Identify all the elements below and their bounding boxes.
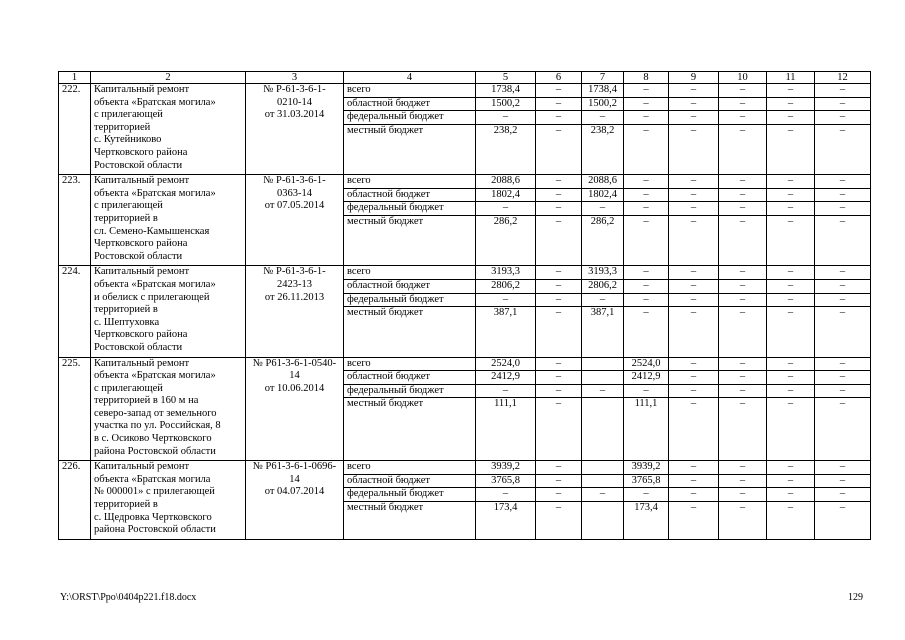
- value-cell-6: –: [536, 188, 582, 202]
- value-cell-7: [582, 461, 624, 475]
- value-cell-6: –: [536, 461, 582, 475]
- value-cell-11: –: [767, 97, 815, 111]
- value-cell-8: 2412,9: [624, 371, 669, 385]
- value-cell-7: 387,1: [582, 307, 624, 357]
- object-name-line: Капитальный ремонт: [94, 357, 190, 369]
- value-cell-10: –: [719, 97, 767, 111]
- object-name-line: северо-запад от земельного: [94, 407, 217, 419]
- budget-table: [58, 71, 871, 540]
- col-header: 7: [582, 72, 624, 84]
- col-header: 2: [91, 72, 246, 84]
- object-name-line: территорией в: [94, 304, 158, 316]
- funding-source: областной бюджет: [344, 371, 476, 385]
- value-cell-8: –: [624, 266, 669, 280]
- value-cell-10: –: [719, 266, 767, 280]
- funding-source: областной бюджет: [344, 97, 476, 111]
- value-cell-8: –: [624, 111, 669, 125]
- object-name-line: объекта «Братская могила»: [94, 370, 216, 382]
- value-cell-10: –: [719, 124, 767, 174]
- value-cell-8: –: [624, 97, 669, 111]
- value-cell-10: –: [719, 307, 767, 357]
- record-number: 223.: [59, 175, 91, 266]
- object-name-line: в с. Осиково Чертковского: [94, 433, 212, 445]
- document-ref: [246, 461, 344, 540]
- funding-source: областной бюджет: [344, 188, 476, 202]
- col-header: 8: [624, 72, 669, 84]
- value-cell-5: –: [476, 202, 536, 216]
- value-cell-12: –: [815, 357, 871, 371]
- col-header: 6: [536, 72, 582, 84]
- value-cell-9: –: [669, 175, 719, 189]
- value-cell-7: 1802,4: [582, 188, 624, 202]
- object-name-line: Капитальный ремонт: [94, 461, 190, 473]
- value-cell-12: –: [815, 279, 871, 293]
- col-header: 1: [59, 72, 91, 84]
- object-name-line: с. Кутейниково: [94, 134, 162, 146]
- object-name: [91, 266, 246, 357]
- col-header: 3: [246, 72, 344, 84]
- value-cell-7: 1738,4: [582, 84, 624, 98]
- funding-source: областной бюджет: [344, 279, 476, 293]
- value-cell-12: –: [815, 202, 871, 216]
- value-cell-9: –: [669, 215, 719, 265]
- value-cell-5: 2088,6: [476, 175, 536, 189]
- value-cell-6: –: [536, 202, 582, 216]
- value-cell-12: –: [815, 461, 871, 475]
- value-cell-5: 1738,4: [476, 84, 536, 98]
- value-cell-7: 1500,2: [582, 97, 624, 111]
- value-cell-5: –: [476, 384, 536, 398]
- value-cell-6: –: [536, 266, 582, 280]
- funding-source: областной бюджет: [344, 474, 476, 488]
- value-cell-12: –: [815, 188, 871, 202]
- funding-source: местный бюджет: [344, 398, 476, 461]
- value-cell-8: 3765,8: [624, 474, 669, 488]
- funding-source: всего: [344, 357, 476, 371]
- value-cell-10: –: [719, 279, 767, 293]
- value-cell-11: –: [767, 488, 815, 502]
- value-cell-6: –: [536, 488, 582, 502]
- value-cell-9: –: [669, 461, 719, 475]
- value-cell-11: –: [767, 175, 815, 189]
- value-cell-11: –: [767, 111, 815, 125]
- object-name-line: Чертковского района: [94, 146, 188, 158]
- value-cell-8: –: [624, 175, 669, 189]
- object-name: [91, 461, 246, 540]
- value-cell-5: 1500,2: [476, 97, 536, 111]
- value-cell-6: –: [536, 502, 582, 540]
- value-cell-11: –: [767, 202, 815, 216]
- value-cell-8: 173,4: [624, 502, 669, 540]
- value-cell-9: –: [669, 384, 719, 398]
- value-cell-12: –: [815, 371, 871, 385]
- value-cell-11: –: [767, 398, 815, 461]
- value-cell-12: –: [815, 502, 871, 540]
- object-name-line: Капитальный ремонт: [94, 266, 190, 278]
- value-cell-7: 286,2: [582, 215, 624, 265]
- object-name-line: с. Шептуховка: [94, 316, 160, 328]
- object-name-line: и обелиск с прилегающей: [94, 291, 210, 303]
- funding-source: местный бюджет: [344, 307, 476, 357]
- value-cell-11: –: [767, 188, 815, 202]
- value-cell-6: –: [536, 124, 582, 174]
- col-header: 4: [344, 72, 476, 84]
- object-name-line: района Ростовской области: [94, 445, 216, 457]
- document-ref-line: от 10.06.2014: [264, 382, 325, 394]
- value-cell-6: –: [536, 215, 582, 265]
- value-cell-12: –: [815, 293, 871, 307]
- object-name-line: Чертковского района: [94, 238, 188, 250]
- value-cell-8: –: [624, 84, 669, 98]
- document-ref: [246, 357, 344, 461]
- value-cell-6: –: [536, 84, 582, 98]
- value-cell-6: –: [536, 175, 582, 189]
- object-name-line: объекта «Братская могила: [94, 473, 211, 485]
- value-cell-11: –: [767, 279, 815, 293]
- value-cell-6: –: [536, 398, 582, 461]
- value-cell-10: –: [719, 461, 767, 475]
- document-ref-line: № Р-61-3-6-1-: [263, 175, 326, 187]
- object-name-line: Ростовской области: [94, 250, 183, 262]
- funding-source: федеральный бюджет: [344, 111, 476, 125]
- table-row: [59, 357, 871, 371]
- value-cell-5: 111,1: [476, 398, 536, 461]
- value-cell-10: –: [719, 474, 767, 488]
- value-cell-5: 238,2: [476, 124, 536, 174]
- object-name-line: с прилегающей: [94, 382, 163, 394]
- value-cell-10: –: [719, 188, 767, 202]
- value-cell-12: –: [815, 398, 871, 461]
- value-cell-7: –: [582, 111, 624, 125]
- value-cell-11: –: [767, 371, 815, 385]
- col-header: 12: [815, 72, 871, 84]
- object-name-line: района Ростовской области: [94, 524, 216, 536]
- col-header: 9: [669, 72, 719, 84]
- funding-source: местный бюджет: [344, 215, 476, 265]
- document-ref: [246, 175, 344, 266]
- record-number: 226.: [59, 461, 91, 540]
- value-cell-11: –: [767, 461, 815, 475]
- value-cell-9: –: [669, 474, 719, 488]
- object-name-line: территорией в: [94, 212, 158, 224]
- value-cell-8: –: [624, 488, 669, 502]
- funding-source: всего: [344, 175, 476, 189]
- value-cell-9: –: [669, 84, 719, 98]
- object-name-line: объекта «Братская могила»: [94, 187, 216, 199]
- value-cell-11: –: [767, 357, 815, 371]
- value-cell-6: –: [536, 293, 582, 307]
- object-name-line: Капитальный ремонт: [94, 84, 190, 95]
- funding-source: федеральный бюджет: [344, 293, 476, 307]
- value-cell-9: –: [669, 293, 719, 307]
- funding-source: всего: [344, 266, 476, 280]
- value-cell-8: –: [624, 202, 669, 216]
- value-cell-6: –: [536, 97, 582, 111]
- document-ref: [246, 84, 344, 175]
- value-cell-10: –: [719, 384, 767, 398]
- col-header: 10: [719, 72, 767, 84]
- page-number: 129: [848, 592, 863, 603]
- value-cell-8: 3939,2: [624, 461, 669, 475]
- col-header: 11: [767, 72, 815, 84]
- value-cell-7: –: [582, 202, 624, 216]
- value-cell-8: –: [624, 384, 669, 398]
- document-ref-line: 0363-14: [277, 187, 312, 199]
- table-row: [59, 175, 871, 189]
- object-name-line: территорией в 160 м на: [94, 395, 199, 407]
- object-name: [91, 357, 246, 461]
- value-cell-8: –: [624, 124, 669, 174]
- object-name-line: Ростовской области: [94, 341, 183, 353]
- record-number: 225.: [59, 357, 91, 461]
- value-cell-8: –: [624, 293, 669, 307]
- value-cell-6: –: [536, 371, 582, 385]
- value-cell-6: –: [536, 279, 582, 293]
- value-cell-10: –: [719, 502, 767, 540]
- value-cell-12: –: [815, 215, 871, 265]
- object-name-line: с прилегающей: [94, 109, 163, 121]
- value-cell-9: –: [669, 502, 719, 540]
- funding-source: всего: [344, 461, 476, 475]
- table-row: [59, 84, 871, 98]
- value-cell-9: –: [669, 488, 719, 502]
- document-ref-line: от 07.05.2014: [264, 200, 325, 212]
- value-cell-9: –: [669, 307, 719, 357]
- value-cell-7: –: [582, 384, 624, 398]
- value-cell-11: –: [767, 474, 815, 488]
- value-cell-10: –: [719, 175, 767, 189]
- value-cell-7: 3193,3: [582, 266, 624, 280]
- value-cell-12: –: [815, 488, 871, 502]
- document-ref-line: 0210-14: [277, 96, 312, 108]
- funding-source: федеральный бюджет: [344, 488, 476, 502]
- value-cell-11: –: [767, 215, 815, 265]
- funding-source: федеральный бюджет: [344, 202, 476, 216]
- value-cell-9: –: [669, 279, 719, 293]
- value-cell-7: 2088,6: [582, 175, 624, 189]
- record-number: 222.: [59, 84, 91, 175]
- value-cell-12: –: [815, 124, 871, 174]
- funding-source: федеральный бюджет: [344, 384, 476, 398]
- value-cell-5: –: [476, 293, 536, 307]
- value-cell-5: 2412,9: [476, 371, 536, 385]
- value-cell-7: –: [582, 293, 624, 307]
- object-name-line: с прилегающей: [94, 200, 163, 212]
- value-cell-11: –: [767, 293, 815, 307]
- document-ref-line: от 26.11.2013: [264, 291, 325, 303]
- value-cell-11: –: [767, 502, 815, 540]
- document-ref-line: от 04.07.2014: [264, 486, 325, 498]
- object-name-line: сл. Семено-Камышенская: [94, 225, 210, 237]
- value-cell-10: –: [719, 398, 767, 461]
- value-cell-12: –: [815, 474, 871, 488]
- value-cell-9: –: [669, 371, 719, 385]
- value-cell-9: –: [669, 357, 719, 371]
- object-name-line: с. Щедровка Чертковского: [94, 511, 212, 523]
- value-cell-5: –: [476, 111, 536, 125]
- value-cell-10: –: [719, 215, 767, 265]
- value-cell-11: –: [767, 84, 815, 98]
- value-cell-8: –: [624, 279, 669, 293]
- value-cell-5: 2806,2: [476, 279, 536, 293]
- value-cell-10: –: [719, 84, 767, 98]
- object-name-line: Чертковского района: [94, 329, 188, 341]
- value-cell-8: –: [624, 307, 669, 357]
- value-cell-7: [582, 398, 624, 461]
- funding-source: всего: [344, 84, 476, 98]
- value-cell-11: –: [767, 266, 815, 280]
- value-cell-7: [582, 474, 624, 488]
- value-cell-8: –: [624, 188, 669, 202]
- record-number: 224.: [59, 266, 91, 357]
- value-cell-5: 3193,3: [476, 266, 536, 280]
- value-cell-8: –: [624, 215, 669, 265]
- value-cell-6: –: [536, 357, 582, 371]
- value-cell-10: –: [719, 111, 767, 125]
- value-cell-6: –: [536, 474, 582, 488]
- value-cell-9: –: [669, 188, 719, 202]
- table-row: [59, 461, 871, 475]
- header-row: [59, 72, 871, 84]
- file-path: Y:\ORST\Ppo\0404p221.f18.docx: [60, 592, 197, 603]
- value-cell-9: –: [669, 266, 719, 280]
- funding-source: местный бюджет: [344, 502, 476, 540]
- value-cell-7: [582, 502, 624, 540]
- value-cell-7: 2806,2: [582, 279, 624, 293]
- value-cell-10: –: [719, 357, 767, 371]
- value-cell-12: –: [815, 111, 871, 125]
- object-name-line: Капитальный ремонт: [94, 175, 190, 187]
- document-ref-line: 14: [289, 473, 300, 485]
- object-name-line: участка по ул. Российская, 8: [94, 420, 221, 432]
- value-cell-5: 387,1: [476, 307, 536, 357]
- value-cell-6: –: [536, 111, 582, 125]
- value-cell-10: –: [719, 488, 767, 502]
- value-cell-10: –: [719, 371, 767, 385]
- value-cell-6: –: [536, 307, 582, 357]
- document-ref-line: № Р61-3-6-1-0696-: [252, 461, 337, 473]
- funding-source: местный бюджет: [344, 124, 476, 174]
- document-ref-line: № Р61-3-6-1-0540-: [252, 357, 337, 369]
- value-cell-7: [582, 371, 624, 385]
- value-cell-12: –: [815, 97, 871, 111]
- document-ref-line: от 31.03.2014: [264, 109, 325, 121]
- value-cell-8: 2524,0: [624, 357, 669, 371]
- value-cell-6: –: [536, 384, 582, 398]
- value-cell-12: –: [815, 175, 871, 189]
- value-cell-9: –: [669, 124, 719, 174]
- value-cell-10: –: [719, 293, 767, 307]
- value-cell-5: 286,2: [476, 215, 536, 265]
- document-ref-line: № Р-61-3-6-1-: [263, 266, 326, 278]
- document-ref-line: № Р-61-3-6-1-: [263, 84, 326, 95]
- object-name-line: территорией: [94, 121, 151, 133]
- document-ref-line: 14: [289, 370, 300, 382]
- object-name: [91, 84, 246, 175]
- value-cell-5: 1802,4: [476, 188, 536, 202]
- value-cell-11: –: [767, 124, 815, 174]
- document-ref-line: 2423-13: [277, 278, 312, 290]
- document-ref: [246, 266, 344, 357]
- value-cell-9: –: [669, 111, 719, 125]
- value-cell-5: –: [476, 488, 536, 502]
- value-cell-9: –: [669, 97, 719, 111]
- value-cell-11: –: [767, 307, 815, 357]
- object-name: [91, 175, 246, 266]
- value-cell-5: 3765,8: [476, 474, 536, 488]
- col-header: 5: [476, 72, 536, 84]
- value-cell-5: 173,4: [476, 502, 536, 540]
- value-cell-11: –: [767, 384, 815, 398]
- value-cell-8: 111,1: [624, 398, 669, 461]
- value-cell-9: –: [669, 398, 719, 461]
- value-cell-5: 3939,2: [476, 461, 536, 475]
- object-name-line: объекта «Братская могила»: [94, 278, 216, 290]
- value-cell-12: –: [815, 384, 871, 398]
- value-cell-5: 2524,0: [476, 357, 536, 371]
- value-cell-12: –: [815, 307, 871, 357]
- value-cell-12: –: [815, 266, 871, 280]
- object-name-line: объекта «Братская могила»: [94, 96, 216, 108]
- value-cell-10: –: [719, 202, 767, 216]
- object-name-line: Ростовской области: [94, 159, 183, 171]
- value-cell-12: –: [815, 84, 871, 98]
- value-cell-9: –: [669, 202, 719, 216]
- table-row: [59, 266, 871, 280]
- object-name-line: № 000001» с прилегающей: [94, 486, 215, 498]
- value-cell-7: –: [582, 488, 624, 502]
- object-name-line: территорией в: [94, 499, 158, 511]
- value-cell-7: [582, 357, 624, 371]
- value-cell-7: 238,2: [582, 124, 624, 174]
